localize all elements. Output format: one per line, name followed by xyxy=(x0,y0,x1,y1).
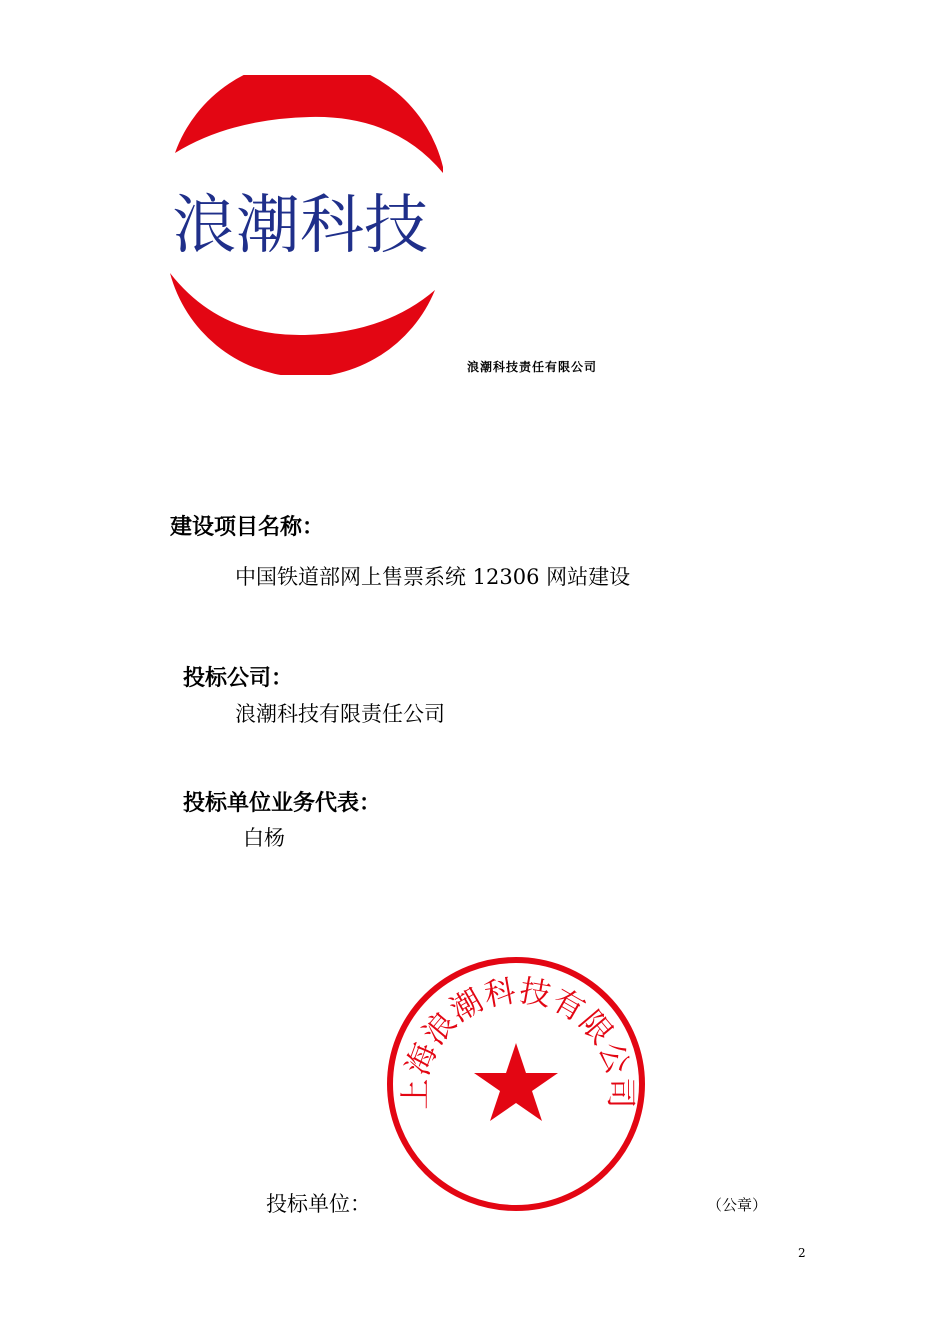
page-number: 2 xyxy=(798,1246,806,1260)
bid-unit-label: 投标单位： xyxy=(266,1192,371,1216)
logo-bottom-crescent xyxy=(170,273,435,375)
seal-star-icon xyxy=(474,1043,558,1121)
project-name-value: 中国铁道部网上售票系统 12306 网站建设 xyxy=(235,565,631,589)
official-seal-note: （公章） xyxy=(707,1196,768,1214)
company-logo xyxy=(160,75,450,375)
bidding-company-value: 浪潮科技有限责任公司 xyxy=(235,702,445,726)
logo-text: 浪潮科技 xyxy=(172,189,428,263)
project-name-heading: 建设项目名称： xyxy=(170,515,325,540)
business-representative-value: 白杨 xyxy=(243,826,285,850)
logo-ring-graphic xyxy=(160,75,450,375)
seal-text-path: 上海浪潮科技有限公司 xyxy=(397,972,639,1110)
logo-top-crescent xyxy=(175,75,443,173)
company-seal xyxy=(383,953,649,1215)
bidding-company-heading: 投标公司： xyxy=(183,666,294,691)
company-caption: 浪潮科技责任有限公司 xyxy=(467,360,598,374)
business-representative-heading: 投标单位业务代表： xyxy=(183,791,382,816)
seal-graphic xyxy=(383,953,649,1215)
